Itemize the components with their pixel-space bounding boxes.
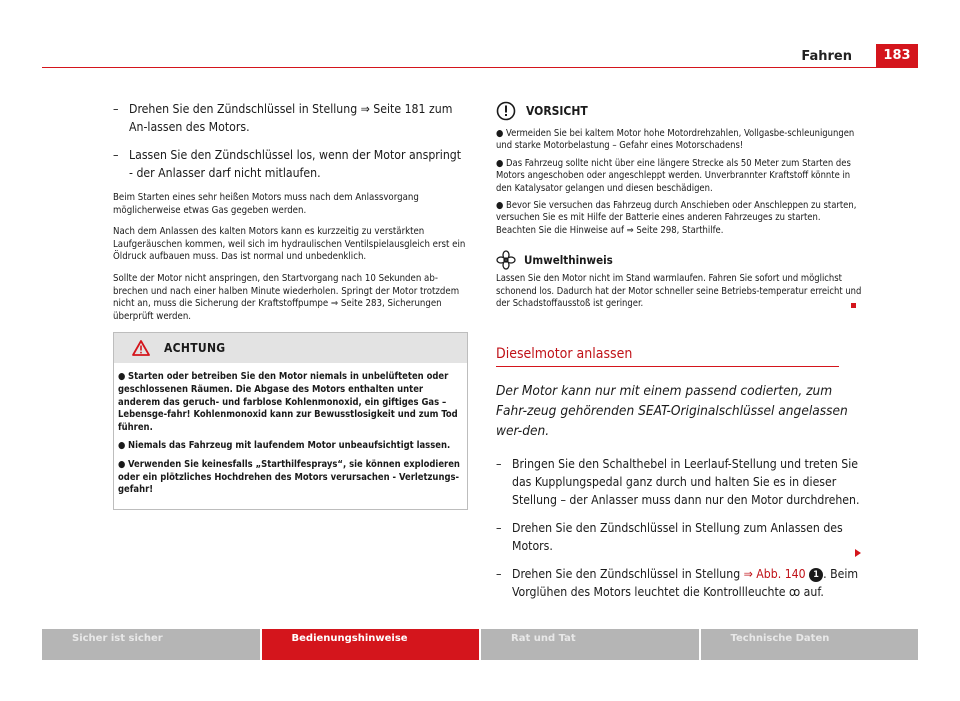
caution-bullet: ● Bevor Sie versuchen das Fahrzeug durch Anschieben oder Anschleppen zu starten, versuchen Sie es mit Hilfe der Batterie eines anderen Fahrzeuges zu starten. Beachten Sie die Hinweise auf ⇒ Seite 298, Starthilfe.	[496, 200, 857, 236]
warning-header	[114, 333, 467, 363]
caution-bullet: ● Vermeiden Sie bei kaltem Motor hohe Motordrehzahlen, Vollgasbe-schleunigungen und starke Motorbelastung – Gefahr eines Motorschadens!	[496, 128, 855, 152]
step-dash: –	[496, 521, 502, 536]
warning-bullet-text: Niemals das Fahrzeug mit laufendem Motor unbeaufsichtigt lassen.	[128, 440, 451, 452]
step-item	[496, 519, 863, 555]
step-dash: –	[113, 148, 119, 162]
caution-bullet-text: Vermeiden Sie bei kaltem Motor hohe Motordrehzahlen, Vollgasbe-schleunigungen und starke Motorbelastung – Gefahr eines Motorschadens!	[496, 128, 855, 152]
warning-bullet: ● Verwenden Sie keinesfalls „Starthilfesprays“, sie können explodieren oder ein plötzliches Hochdrehen des Motors verursachen - Verletzungs-gefahr!	[118, 458, 460, 496]
footer-nav	[42, 629, 918, 660]
step-dash: –	[496, 567, 502, 582]
warning-box	[113, 332, 468, 509]
step-item	[113, 100, 468, 136]
figure-link[interactable]: ⇒ Abb. 140	[743, 567, 806, 582]
step-text-after: . Beim Vorglühen des Motors leuchtet die Kontrollleuchte	[512, 567, 859, 600]
body-paragraph: Nach dem Anlassen des kalten Motors kann es kurzzeitig zu verstärkten Laufgeräuschen kommen, weil sich im hydraulischen Ventilspielausgleich erst ein Öldruck aufbauen muss. Das ist normal und unbedenklich.	[113, 226, 466, 263]
footer-tab-bedienung[interactable]: Bedienungshinweise	[262, 629, 480, 660]
body-paragraph: Beim Starten eines sehr heißen Motors muss nach dem Anlassvorgang möglicherweise etwas Gas gegeben werden.	[113, 192, 419, 216]
step-text: Bringen Sie den Schalthebel in Leerlauf-Stellung und treten Sie das Kupplungspedal ganz durch und halten Sie es in dieser Stellung – der Anlasser muss dann nur den Motor durchdrehen.	[512, 457, 860, 508]
environment-title: Umwelthinweis	[524, 253, 613, 268]
caution-bullet-text: Bevor Sie versuchen das Fahrzeug durch Anschieben oder Anschleppen zu starten, versuchen Sie es mit Hilfe der Batterie eines anderen Fahrzeuges zu starten. Beachten Sie die Hinweise auf ⇒ Seite 298, Starthilfe.	[496, 200, 857, 236]
left-column	[113, 100, 468, 510]
warning-bullet: ● Starten oder betreiben Sie den Motor niemals in unbelüfteten oder geschlossenen Räumen. Die Abgase des Motors enthalten unter anderem das geruch- und farblose Kohlenmonoxid, ein giftiges Gas – Lebensge-fahr! Kohlenmonoxid kann zur Bewusstlosigkeit und zum Tod führen.	[118, 371, 458, 433]
warning-bullet-text: Starten oder betreiben Sie den Motor niemals in unbelüfteten oder geschlossenen Räumen. Die Abgase des Motors enthalten unter anderem das geruch- und farblose Kohlenmonoxid, ein giftiges Gas – Lebensge-fahr! Kohlenmonoxid kann zur Bewusstlosigkeit und zum Tod führen.	[118, 371, 458, 433]
step-text: Drehen Sie den Zündschlüssel in Stellung ⇒ Seite 181 zum An-lassen des Motors.	[129, 102, 453, 134]
page-header-title: Fahren	[801, 49, 852, 64]
step-text: Lassen Sie den Zündschlüssel los, wenn der Motor anspringt - der Anlasser darf nicht mitlaufen.	[129, 148, 462, 180]
footer-tab-sicher[interactable]: Sicher ist sicher	[42, 629, 260, 660]
caution-bullet-text: Das Fahrzeug sollte nicht über eine längere Strecke als 50 Meter zum Starten des Motors angeschoben oder angeschleppt werden. Unverbrannter Kraftstoff könnte in den Katalysator gelangen und diesen beschädigen.	[496, 157, 851, 194]
caution-exclamation-icon	[496, 101, 516, 121]
environment-text: Lassen Sie den Motor nicht im Stand warmlaufen. Fahren Sie sofort und möglichst schonend los. Dadurch hat der Motor schneller seine Betriebs-temperatur erreicht und der Schadstoffausstoß ist geringer.	[496, 273, 862, 310]
section-intro: Der Motor kann nur mit einem passend codierten, zum Fahr-zeug gehörenden SEAT-Originalschlüssel angelassen wer-den.	[496, 383, 848, 440]
step-item	[113, 146, 468, 182]
glow-plug-icon: ꝏ	[789, 585, 801, 600]
body-paragraph: Sollte der Motor nicht anspringen, den Startvorgang nach 10 Sekunden ab-brechen und nach einer halben Minute wiederholen. Springt der Motor trotzdem nicht an, muss die Sicherung der Kraftstoffpumpe ⇒ Seite 283, Sicherungen überprüft werden.	[113, 272, 460, 322]
caution-header	[496, 100, 863, 122]
step-text: Drehen Sie den Zündschlüssel in Stellung zum Anlassen des Motors.	[512, 521, 843, 554]
page-number: 183	[876, 44, 918, 68]
step-item	[496, 565, 863, 601]
warning-triangle-icon	[132, 340, 150, 356]
step-text-end: auf.	[800, 585, 824, 600]
continue-arrow-icon	[855, 549, 861, 557]
caution-title: VORSICHT	[526, 104, 588, 118]
diesel-steps	[496, 455, 863, 601]
section-end-marker	[851, 303, 856, 308]
caution-bullet: ● Das Fahrzeug sollte nicht über eine längere Strecke als 50 Meter zum Starten des Motors angeschoben oder angeschleppt werden. Unverbrannter Kraftstoff könnte in den Katalysator gelangen und diesen beschädigen.	[496, 157, 851, 194]
environment-header	[496, 249, 863, 271]
callout-number: 1	[809, 568, 823, 582]
step-item	[496, 455, 863, 509]
warning-body	[114, 363, 467, 508]
header-rule	[42, 67, 876, 68]
step-dash: –	[113, 102, 119, 116]
flower-environment-icon	[496, 250, 516, 270]
warning-bullet-text: Verwenden Sie keinesfalls „Starthilfesprays“, sie können explodieren oder ein plötzliches Hochdrehen des Motors verursachen - Verletzungs-gefahr!	[118, 458, 460, 496]
warning-bullet: ● Niemals das Fahrzeug mit laufendem Motor unbeaufsichtigt lassen.	[118, 440, 451, 452]
step-dash: –	[496, 457, 502, 472]
section-heading: Dieselmotor anlassen	[496, 346, 839, 367]
right-column	[496, 100, 863, 611]
footer-tab-technik[interactable]: Technische Daten	[701, 629, 919, 660]
warning-title: ACHTUNG	[164, 341, 226, 356]
step-text-before: Drehen Sie den Zündschlüssel in Stellung	[512, 567, 744, 582]
footer-tab-rat[interactable]: Rat und Tat	[481, 629, 699, 660]
